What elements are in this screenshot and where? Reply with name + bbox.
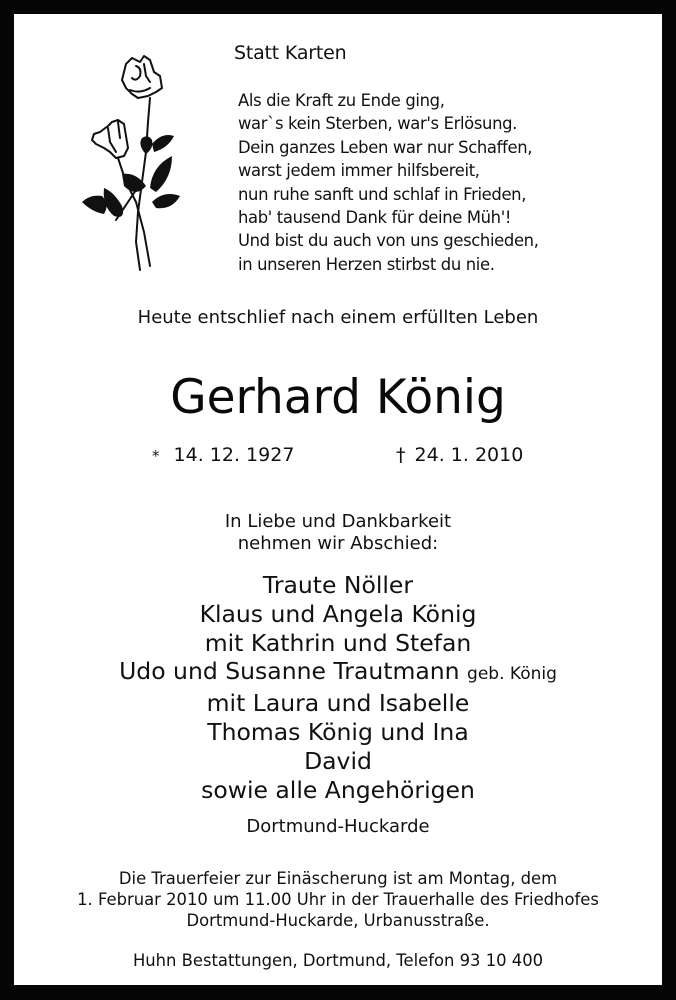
mourner: Thomas König und Ina bbox=[207, 717, 469, 746]
mourner: mit Kathrin und Stefan bbox=[204, 628, 472, 657]
poem-line: Und bist du auch von uns geschieden, bbox=[238, 231, 539, 251]
farewell-text: In Liebe und Dankbarkeit nehmen wir Abschied: bbox=[224, 511, 452, 554]
poem-line: Als die Kraft zu Ende ging, bbox=[238, 91, 445, 110]
heading-statt-karten: Statt Karten bbox=[234, 42, 347, 64]
death-date: † 24. 1. 2010 bbox=[396, 444, 524, 466]
poem-line: war`s kein Sterben, war's Erlösung. bbox=[238, 114, 518, 134]
undertaker: Huhn Bestattungen, Dortmund, Telefon 93 10 400 bbox=[132, 951, 544, 970]
mourner: mit Laura und Isabelle bbox=[206, 689, 470, 718]
dates-row bbox=[14, 444, 662, 470]
mourner: Udo und Susanne Trautmann geb. König bbox=[119, 657, 557, 686]
poem-line: in unseren Herzen stirbst du nie. bbox=[238, 254, 495, 274]
poem-line: warst jedem immer hilfsbereit, bbox=[238, 161, 480, 181]
deceased-name: Gerhard König bbox=[170, 370, 506, 425]
town: Dortmund-Huckarde bbox=[246, 816, 430, 837]
mourner: David bbox=[304, 746, 372, 775]
mourner: Traute Nöller bbox=[262, 571, 414, 599]
poem-line: Dein ganzes Leben war nur Schaffen, bbox=[238, 137, 533, 157]
rose-icon bbox=[74, 52, 184, 274]
ceremony-info: Die Trauerfeier zur Einäscherung ist am Montag, dem 1. Februar 2010 um 11.00 Uhr in der Trauerhalle des Friedhofes Dortmund-Huckarde, Urbanusstraße. bbox=[77, 869, 599, 930]
poem-line: hab' tausend Dank für deine Müh'! bbox=[238, 207, 512, 227]
birth-star-icon: * bbox=[152, 447, 160, 465]
poem-line: nun ruhe sanft und schlaf in Frieden, bbox=[238, 184, 527, 204]
poem bbox=[238, 89, 539, 276]
death-cross-icon: † bbox=[396, 444, 406, 466]
birth-date: * 14. 12. 1927 bbox=[152, 444, 295, 466]
intro-text: Heute entschlief nach einem erfüllten Leben bbox=[137, 307, 539, 328]
mourner: Klaus und Angela König bbox=[199, 599, 477, 628]
mourner: sowie alle Angehörigen bbox=[201, 775, 475, 804]
mourners-list bbox=[14, 571, 662, 804]
maiden-name: geb. König bbox=[467, 664, 557, 685]
